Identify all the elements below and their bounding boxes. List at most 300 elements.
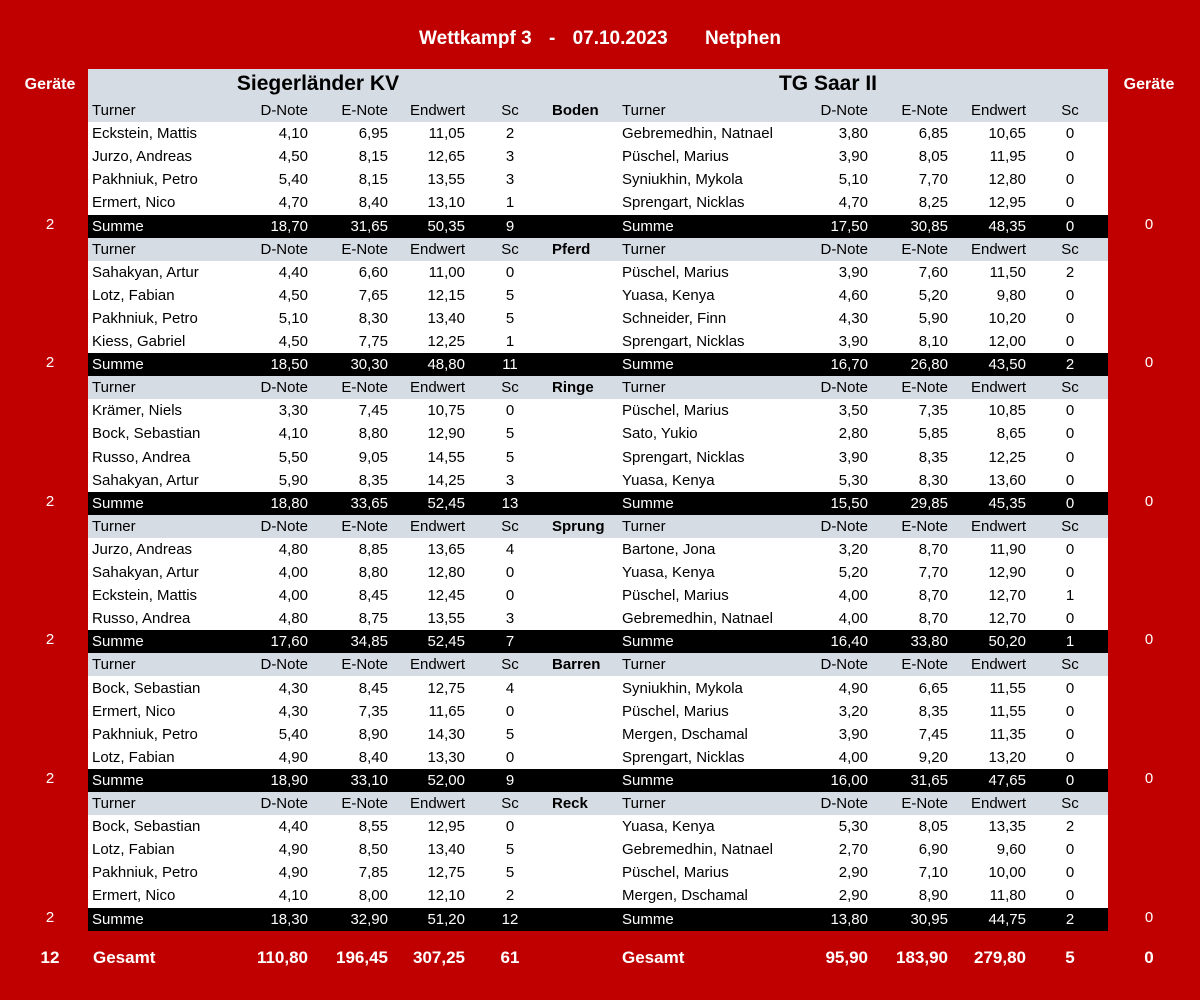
right-col-header-end: Endwert <box>970 102 1026 119</box>
left-athlete-d: 4,40 <box>278 263 308 281</box>
athlete-row <box>88 538 1108 561</box>
right-athlete-d: 4,60 <box>838 286 868 304</box>
left-sum-end: 51,20 <box>427 910 465 928</box>
left-col-header-sc: Sc <box>501 102 519 119</box>
sum-row <box>88 353 1108 376</box>
athlete-row <box>88 191 1108 214</box>
right-geraete-heading: Geräte <box>1123 76 1175 93</box>
left-athlete-end: 11,05 <box>428 125 465 143</box>
right-col-header-e: E-Note <box>901 102 948 119</box>
left-points-apparatus: 2 <box>45 354 55 372</box>
sum-row <box>88 215 1108 238</box>
left-points-apparatus: 2 <box>45 215 55 233</box>
left-athlete-sc: 3 <box>505 471 515 489</box>
right-athlete-end: 9,60 <box>996 841 1026 859</box>
right-athlete-end: 10,65 <box>988 125 1026 143</box>
right-athlete-name: Püschel, Marius <box>622 402 729 420</box>
athlete-row <box>88 607 1108 630</box>
left-sum-sc: 7 <box>505 633 515 651</box>
left-athlete-e: 8,35 <box>358 471 388 489</box>
left-athlete-d: 5,40 <box>278 725 308 743</box>
left-sum-e: 30,30 <box>350 356 388 374</box>
right-athlete-d: 2,70 <box>838 841 868 859</box>
right-athlete-name: Püschel, Marius <box>622 263 729 281</box>
right-points-apparatus: 0 <box>1144 354 1154 372</box>
left-team-name: Siegerländer KV <box>88 69 548 99</box>
right-col-header-d: D-Note <box>820 795 868 812</box>
athlete-row <box>88 284 1108 307</box>
left-col-header-sc: Sc <box>501 656 519 674</box>
right-points-apparatus: 0 <box>1144 908 1154 926</box>
left-col-header-end: Endwert <box>409 795 465 812</box>
left-athlete-end: 12,75 <box>427 679 465 697</box>
left-col-header-end: Endwert <box>409 656 465 674</box>
right-athlete-e: 8,35 <box>918 448 948 466</box>
right-athlete-end: 12,70 <box>988 610 1026 628</box>
athlete-row <box>88 884 1108 907</box>
athlete-row <box>88 422 1108 445</box>
left-athlete-name: Sahakyan, Artur <box>92 263 199 281</box>
left-col-header-name: Turner <box>92 379 136 397</box>
left-athlete-end: 14,30 <box>427 725 465 743</box>
left-athlete-e: 7,45 <box>358 402 388 420</box>
right-total-sc: 5 <box>1065 948 1075 967</box>
left-athlete-name: Pakhniuk, Petro <box>92 171 198 189</box>
left-col-header-name: Turner <box>92 795 136 812</box>
event-name: Wettkampf 3 <box>419 28 532 49</box>
left-athlete-name: Jurzo, Andreas <box>92 540 193 558</box>
right-athlete-e: 8,35 <box>918 702 948 720</box>
right-athlete-name: Sprengart, Nicklas <box>622 748 745 766</box>
right-athlete-sc: 0 <box>1065 887 1075 905</box>
left-col-header-sc: Sc <box>501 379 519 397</box>
right-col-header-d: D-Note <box>820 656 868 674</box>
left-athlete-d: 4,90 <box>278 864 308 882</box>
left-athlete-e: 8,50 <box>358 841 388 859</box>
right-athlete-d: 3,90 <box>838 148 868 166</box>
right-col-header-e: E-Note <box>901 379 948 397</box>
right-athlete-sc: 0 <box>1065 309 1075 327</box>
left-athlete-name: Bock, Sebastian <box>92 679 201 697</box>
right-athlete-end: 11,90 <box>989 540 1026 558</box>
left-col-header-d: D-Note <box>260 240 308 258</box>
left-col-header-name: Turner <box>92 656 136 674</box>
right-athlete-sc: 1 <box>1065 587 1075 605</box>
left-athlete-name: Lotz, Fabian <box>92 748 175 766</box>
left-athlete-d: 4,40 <box>278 818 308 836</box>
right-athlete-d: 3,80 <box>838 125 868 143</box>
left-athlete-sc: 5 <box>505 425 515 443</box>
left-athlete-sc: 0 <box>505 748 515 766</box>
left-athlete-e: 8,45 <box>358 679 388 697</box>
left-athlete-d: 4,10 <box>278 125 308 143</box>
left-athlete-sc: 5 <box>505 448 515 466</box>
right-col-header-d: D-Note <box>820 240 868 258</box>
apparatus-header-row <box>88 238 1108 261</box>
left-athlete-end: 12,10 <box>427 887 465 905</box>
athlete-row <box>88 815 1108 838</box>
right-athlete-sc: 0 <box>1065 864 1075 882</box>
left-athlete-d: 4,10 <box>278 425 308 443</box>
right-athlete-sc: 0 <box>1065 725 1075 743</box>
left-athlete-end: 13,55 <box>427 610 465 628</box>
left-athlete-end: 12,90 <box>427 425 465 443</box>
right-col-header-end: Endwert <box>970 517 1026 535</box>
right-athlete-end: 12,70 <box>988 587 1026 605</box>
right-sum-label: Summe <box>622 633 674 651</box>
left-sum-d: 18,80 <box>270 494 308 512</box>
right-athlete-e: 5,85 <box>918 425 948 443</box>
left-sum-sc: 9 <box>505 217 515 235</box>
left-athlete-d: 5,50 <box>278 448 308 466</box>
right-athlete-name: Sprengart, Nicklas <box>622 194 745 212</box>
right-athlete-e: 7,10 <box>918 864 948 882</box>
right-col-header-e: E-Note <box>901 656 948 674</box>
left-sum-end: 52,45 <box>427 494 465 512</box>
right-athlete-name: Yuasa, Kenya <box>622 818 715 836</box>
left-athlete-d: 4,50 <box>278 333 308 350</box>
right-athlete-d: 2,80 <box>838 425 868 443</box>
right-sum-label: Summe <box>622 771 674 789</box>
right-sum-sc: 2 <box>1065 910 1075 928</box>
left-athlete-sc: 5 <box>505 864 515 882</box>
left-sum-d: 18,30 <box>270 910 308 928</box>
left-athlete-name: Russo, Andrea <box>92 448 191 466</box>
left-sum-sc: 11 <box>502 356 518 374</box>
athlete-row <box>88 677 1108 700</box>
left-sum-end: 52,00 <box>427 771 465 789</box>
left-sum-e: 33,65 <box>350 494 388 512</box>
athlete-row <box>88 469 1108 492</box>
right-athlete-e: 5,90 <box>918 309 948 327</box>
left-total-end: 307,25 <box>413 948 465 967</box>
sum-row <box>88 630 1108 653</box>
right-athlete-d: 5,30 <box>838 818 868 836</box>
left-col-header-end: Endwert <box>409 517 465 535</box>
left-athlete-name: Ermert, Nico <box>92 194 176 212</box>
right-athlete-end: 12,00 <box>988 333 1026 350</box>
right-athlete-e: 6,90 <box>918 841 948 859</box>
right-athlete-d: 5,20 <box>838 564 868 581</box>
right-athlete-name: Yuasa, Kenya <box>622 564 715 581</box>
right-athlete-name: Sprengart, Nicklas <box>622 333 745 350</box>
athlete-row <box>88 446 1108 469</box>
right-athlete-sc: 0 <box>1065 148 1075 166</box>
left-sum-label: Summe <box>92 910 144 928</box>
right-athlete-end: 10,85 <box>988 402 1026 420</box>
left-sum-sc: 9 <box>505 771 515 789</box>
right-sum-d: 13,80 <box>830 910 868 928</box>
right-athlete-end: 12,90 <box>988 564 1026 581</box>
right-sum-d: 15,50 <box>830 494 868 512</box>
right-athlete-end: 10,00 <box>988 864 1026 882</box>
left-athlete-e: 8,40 <box>358 748 388 766</box>
right-col-header-end: Endwert <box>970 795 1026 812</box>
sum-row <box>88 769 1108 792</box>
left-athlete-end: 12,80 <box>427 564 465 581</box>
right-athlete-end: 12,80 <box>988 171 1026 189</box>
left-athlete-name: Pakhniuk, Petro <box>92 725 198 743</box>
right-sum-d: 16,70 <box>830 356 868 374</box>
left-sum-d: 18,50 <box>270 356 308 374</box>
right-athlete-name: Bartone, Jona <box>622 540 716 558</box>
left-athlete-d: 4,80 <box>278 540 308 558</box>
left-sum-e: 34,85 <box>350 633 388 651</box>
right-athlete-e: 8,25 <box>918 194 948 212</box>
right-col-header-name: Turner <box>622 795 666 812</box>
apparatus-name: Pferd <box>552 240 591 258</box>
left-col-header-e: E-Note <box>341 656 388 674</box>
athlete-row <box>88 700 1108 723</box>
right-athlete-e: 9,20 <box>918 748 948 766</box>
apparatus-name: Barren <box>552 656 601 674</box>
athlete-row <box>88 838 1108 861</box>
right-athlete-end: 11,50 <box>989 263 1026 281</box>
right-col-header-sc: Sc <box>1061 240 1079 258</box>
right-athlete-sc: 2 <box>1065 263 1075 281</box>
right-col-header-d: D-Note <box>820 379 868 397</box>
right-total-label: Gesamt <box>622 948 685 967</box>
right-athlete-e: 7,70 <box>918 171 948 189</box>
left-col-header-e: E-Note <box>341 795 388 812</box>
event-venue: Netphen <box>704 28 781 49</box>
left-athlete-name: Bock, Sebastian <box>92 818 201 836</box>
left-col-header-sc: Sc <box>501 517 519 535</box>
left-athlete-end: 11,65 <box>428 702 465 720</box>
right-athlete-name: Püschel, Marius <box>622 587 729 605</box>
left-athlete-end: 11,00 <box>428 263 465 281</box>
left-athlete-e: 7,75 <box>358 333 388 350</box>
athlete-row <box>88 746 1108 769</box>
left-athlete-e: 8,80 <box>358 425 388 443</box>
left-athlete-sc: 4 <box>505 540 515 558</box>
left-athlete-e: 7,35 <box>358 702 388 720</box>
right-sum-end: 47,65 <box>988 771 1026 789</box>
right-athlete-end: 8,65 <box>996 425 1026 443</box>
right-sum-end: 48,35 <box>988 217 1026 235</box>
right-col-header-e: E-Note <box>901 517 948 535</box>
left-athlete-name: Ermert, Nico <box>92 702 176 720</box>
left-col-header-d: D-Note <box>260 656 308 674</box>
left-col-header-d: D-Note <box>260 379 308 397</box>
right-athlete-e: 6,85 <box>918 125 948 143</box>
left-athlete-end: 13,40 <box>427 309 465 327</box>
left-col-header-e: E-Note <box>341 379 388 397</box>
right-col-header-name: Turner <box>622 656 666 674</box>
left-points-apparatus: 2 <box>45 492 55 510</box>
left-athlete-d: 4,80 <box>278 610 308 628</box>
right-athlete-end: 11,95 <box>989 148 1026 166</box>
left-athlete-sc: 1 <box>505 194 515 212</box>
right-col-header-sc: Sc <box>1061 379 1079 397</box>
right-athlete-end: 11,55 <box>989 702 1026 720</box>
right-athlete-d: 3,20 <box>838 702 868 720</box>
right-sum-sc: 1 <box>1065 633 1075 651</box>
right-col-header-e: E-Note <box>901 795 948 812</box>
left-col-header-e: E-Note <box>341 517 388 535</box>
left-athlete-d: 4,50 <box>278 148 308 166</box>
right-athlete-d: 4,00 <box>838 587 868 605</box>
right-col-header-end: Endwert <box>970 240 1026 258</box>
left-athlete-sc: 4 <box>505 679 515 697</box>
right-athlete-sc: 0 <box>1065 333 1075 350</box>
left-athlete-sc: 5 <box>505 841 515 859</box>
right-athlete-e: 8,70 <box>918 587 948 605</box>
left-athlete-e: 8,90 <box>358 725 388 743</box>
right-sum-label: Summe <box>622 356 674 374</box>
left-athlete-name: Bock, Sebastian <box>92 425 201 443</box>
right-sum-d: 16,00 <box>830 771 868 789</box>
left-athlete-d: 4,30 <box>278 679 308 697</box>
left-athlete-e: 6,60 <box>358 263 388 281</box>
right-athlete-end: 13,20 <box>988 748 1026 766</box>
left-athlete-end: 14,25 <box>427 471 465 489</box>
right-col-header-sc: Sc <box>1061 102 1079 119</box>
right-athlete-sc: 0 <box>1065 748 1075 766</box>
right-athlete-d: 4,70 <box>838 194 868 212</box>
right-athlete-sc: 0 <box>1065 564 1075 581</box>
right-athlete-end: 13,35 <box>988 818 1026 836</box>
left-total-points: 12 <box>40 948 60 967</box>
left-points-apparatus: 2 <box>45 769 55 787</box>
athlete-row <box>88 145 1108 168</box>
athlete-row <box>88 330 1108 353</box>
left-athlete-end: 12,95 <box>427 818 465 836</box>
right-athlete-name: Yuasa, Kenya <box>622 471 715 489</box>
left-athlete-d: 4,70 <box>278 194 308 212</box>
right-sum-label: Summe <box>622 494 674 512</box>
athlete-row <box>88 723 1108 746</box>
right-athlete-sc: 0 <box>1065 471 1075 489</box>
left-athlete-sc: 0 <box>505 818 515 836</box>
right-athlete-name: Mergen, Dschamal <box>622 725 748 743</box>
competition-title <box>0 28 1200 50</box>
left-col-header-end: Endwert <box>409 240 465 258</box>
right-athlete-name: Mergen, Dschamal <box>622 887 748 905</box>
left-athlete-e: 9,05 <box>358 448 388 466</box>
athlete-row <box>88 307 1108 330</box>
right-athlete-sc: 0 <box>1065 402 1075 420</box>
right-athlete-d: 5,10 <box>838 171 868 189</box>
left-athlete-e: 8,00 <box>358 887 388 905</box>
left-sum-e: 33,10 <box>350 771 388 789</box>
left-athlete-sc: 2 <box>505 125 515 143</box>
left-athlete-d: 4,90 <box>278 748 308 766</box>
right-athlete-e: 7,35 <box>918 402 948 420</box>
left-sum-e: 31,65 <box>350 217 388 235</box>
left-sum-end: 52,45 <box>427 633 465 651</box>
right-sum-sc: 0 <box>1065 217 1075 235</box>
right-sum-label: Summe <box>622 217 674 235</box>
right-athlete-e: 8,70 <box>918 540 948 558</box>
apparatus-name: Boden <box>552 102 599 119</box>
right-col-header-sc: Sc <box>1061 656 1079 674</box>
right-team-name: TG Saar II <box>548 69 1108 99</box>
left-sum-end: 48,80 <box>427 356 465 374</box>
right-athlete-sc: 0 <box>1065 540 1075 558</box>
right-sum-e: 29,85 <box>910 494 948 512</box>
left-athlete-d: 4,00 <box>278 587 308 605</box>
right-athlete-sc: 0 <box>1065 679 1075 697</box>
right-athlete-sc: 0 <box>1065 286 1075 304</box>
left-athlete-e: 8,85 <box>358 540 388 558</box>
right-athlete-e: 8,30 <box>918 471 948 489</box>
apparatus-name: Sprung <box>552 517 605 535</box>
right-points-apparatus: 0 <box>1144 215 1154 233</box>
right-athlete-end: 13,60 <box>988 471 1026 489</box>
left-athlete-end: 12,75 <box>427 864 465 882</box>
right-total-e: 183,90 <box>896 948 948 967</box>
left-athlete-sc: 1 <box>505 333 515 350</box>
right-athlete-name: Püschel, Marius <box>622 148 729 166</box>
left-athlete-sc: 0 <box>505 263 515 281</box>
athlete-row <box>88 861 1108 884</box>
right-athlete-sc: 0 <box>1065 841 1075 859</box>
left-athlete-name: Eckstein, Mattis <box>92 125 198 143</box>
right-athlete-sc: 0 <box>1065 171 1075 189</box>
right-athlete-name: Gebremedhin, Natnael <box>622 610 773 628</box>
left-athlete-d: 5,90 <box>278 471 308 489</box>
apparatus-name: Reck <box>552 795 588 812</box>
left-athlete-end: 13,40 <box>427 841 465 859</box>
athlete-row <box>88 584 1108 607</box>
left-athlete-e: 8,30 <box>358 309 388 327</box>
right-athlete-sc: 0 <box>1065 194 1075 212</box>
left-col-header-d: D-Note <box>260 517 308 535</box>
right-total-d: 95,90 <box>825 948 868 967</box>
right-athlete-name: Syniukhin, Mykola <box>622 679 743 697</box>
left-athlete-d: 4,90 <box>278 841 308 859</box>
left-athlete-sc: 3 <box>505 610 515 628</box>
right-athlete-name: Gebremedhin, Natnael <box>622 125 773 143</box>
right-sum-end: 43,50 <box>988 356 1026 374</box>
right-athlete-end: 10,20 <box>988 309 1026 327</box>
right-sum-end: 45,35 <box>988 494 1026 512</box>
left-sum-d: 18,70 <box>270 217 308 235</box>
right-athlete-d: 4,30 <box>838 309 868 327</box>
athlete-row <box>88 122 1108 145</box>
right-athlete-sc: 0 <box>1065 610 1075 628</box>
left-athlete-name: Pakhniuk, Petro <box>92 864 198 882</box>
left-athlete-e: 6,95 <box>358 125 388 143</box>
left-athlete-end: 12,25 <box>427 333 465 350</box>
right-athlete-end: 11,55 <box>989 679 1026 697</box>
left-athlete-end: 13,65 <box>427 540 465 558</box>
left-athlete-sc: 3 <box>505 171 515 189</box>
right-total-points: 0 <box>1144 948 1154 967</box>
right-athlete-d: 3,90 <box>838 448 868 466</box>
left-sum-sc: 12 <box>501 910 519 928</box>
left-athlete-name: Sahakyan, Artur <box>92 471 199 489</box>
right-points-apparatus: 0 <box>1144 631 1154 649</box>
left-points-apparatus: 2 <box>45 908 55 926</box>
left-sum-label: Summe <box>92 633 144 651</box>
left-athlete-end: 10,75 <box>427 402 465 420</box>
right-col-header-e: E-Note <box>901 240 948 258</box>
left-athlete-name: Lotz, Fabian <box>92 841 175 859</box>
left-sum-end: 50,35 <box>427 217 465 235</box>
apparatus-header-row <box>88 653 1108 676</box>
left-athlete-d: 5,40 <box>278 171 308 189</box>
left-athlete-e: 8,15 <box>358 171 388 189</box>
right-athlete-name: Schneider, Finn <box>622 309 727 327</box>
right-col-header-name: Turner <box>622 517 666 535</box>
right-sum-e: 30,85 <box>910 217 948 235</box>
apparatus-header-row <box>88 792 1108 815</box>
left-col-header-sc: Sc <box>501 240 519 258</box>
right-col-header-end: Endwert <box>970 656 1026 674</box>
right-sum-d: 16,40 <box>830 633 868 651</box>
